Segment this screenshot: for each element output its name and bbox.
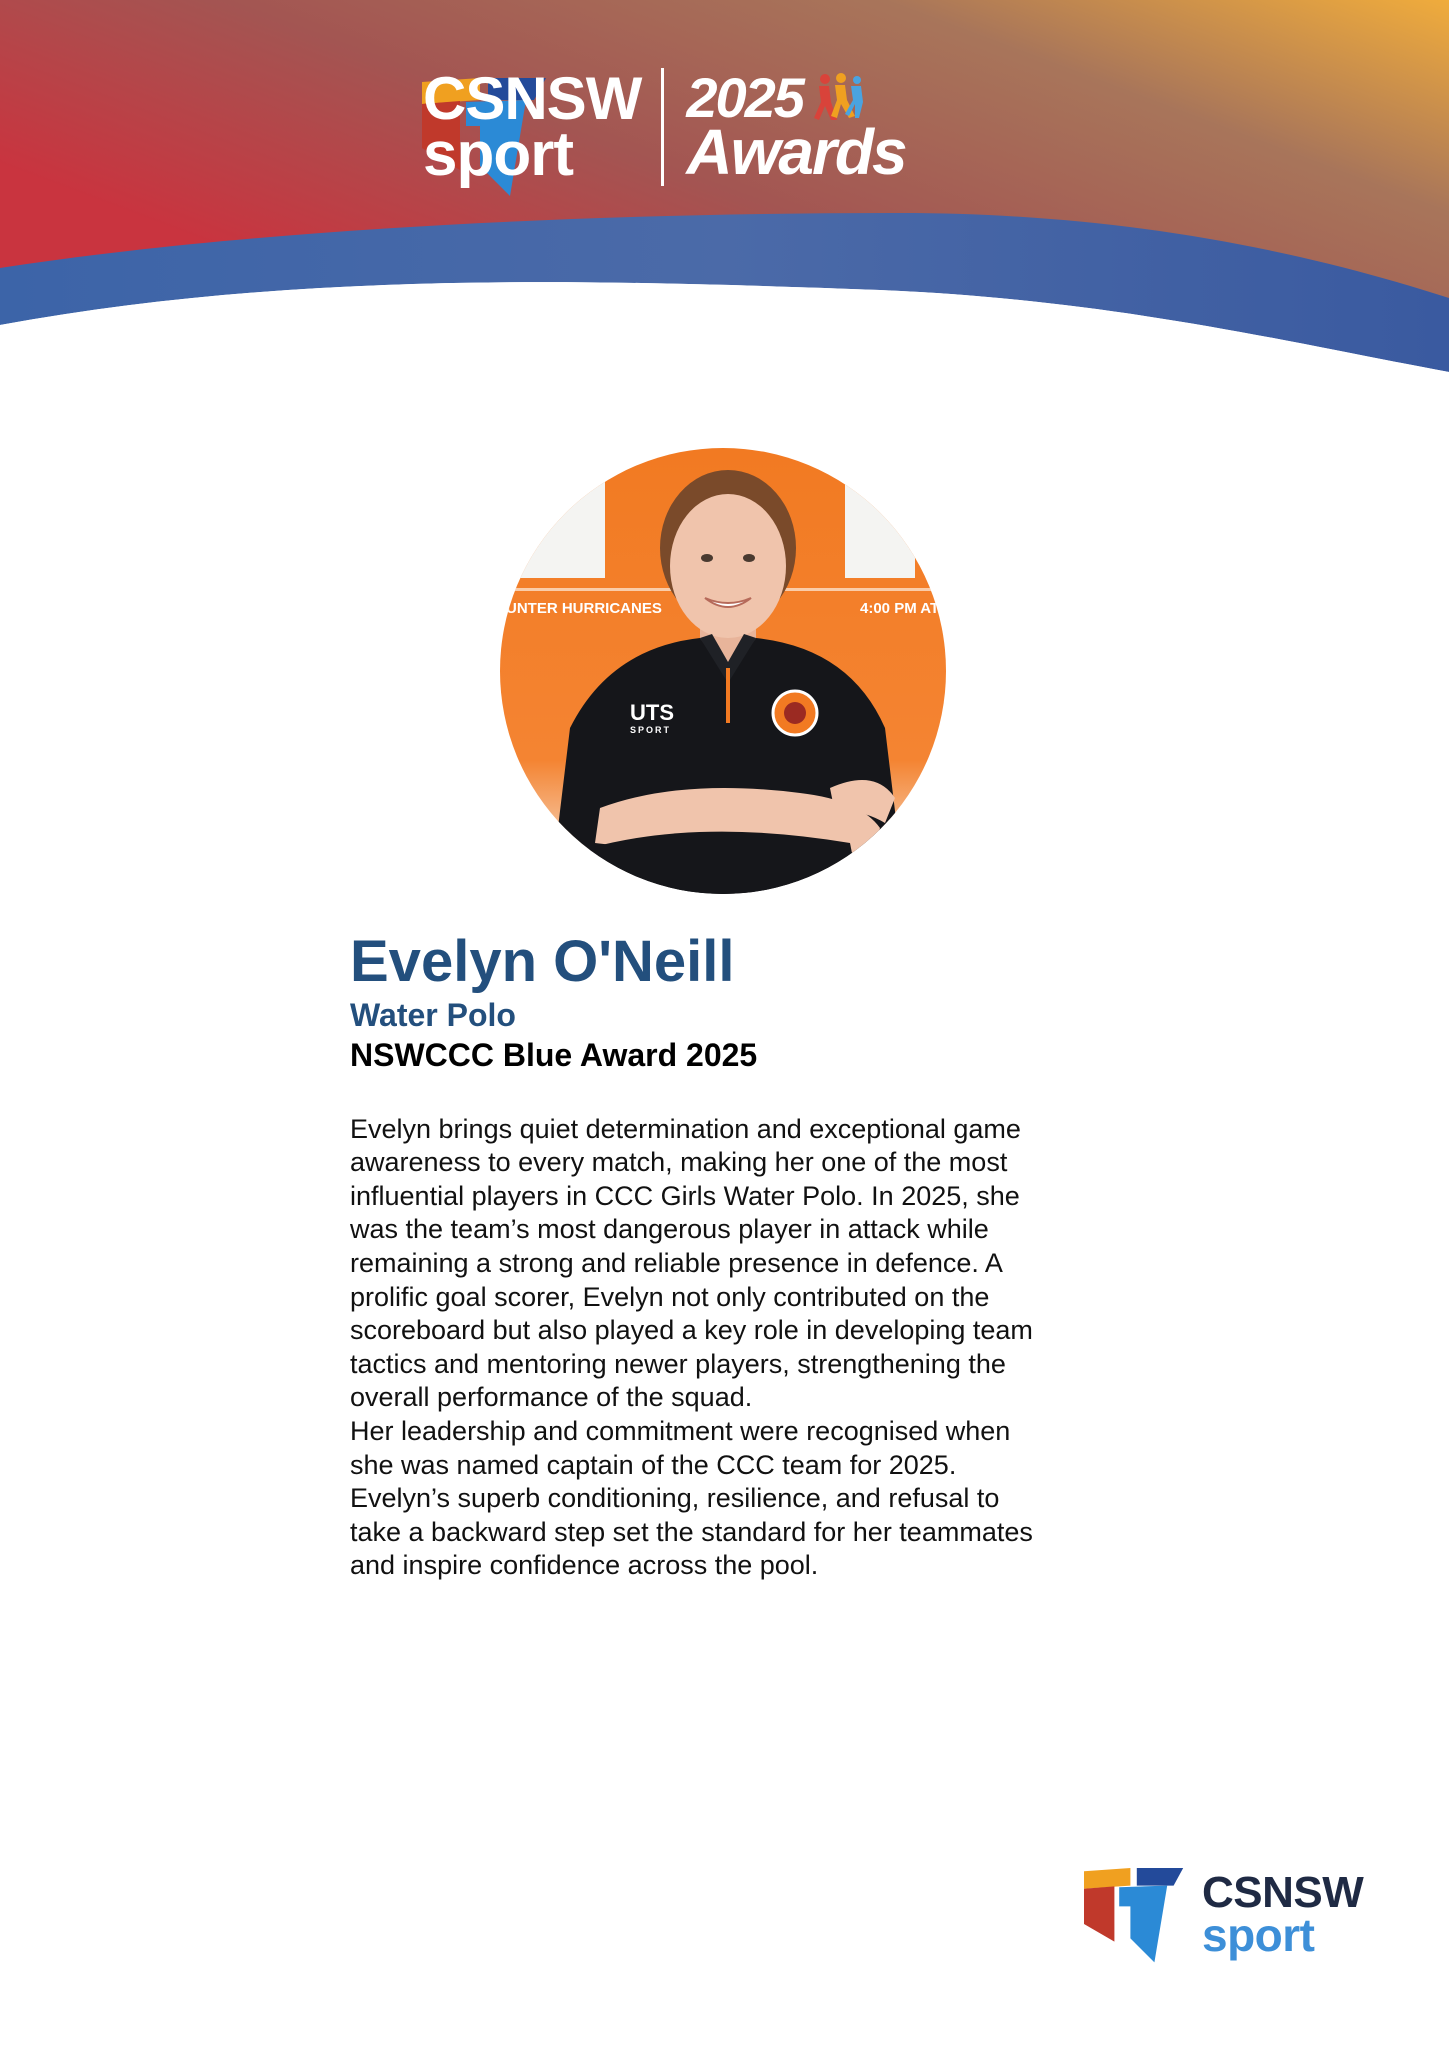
athlete-sport: Water Polo <box>350 996 516 1033</box>
awards-word: Awards <box>686 116 906 189</box>
shirt-logo-text: UTS <box>630 700 674 725</box>
bio-line: tactics and mentoring newer players, strengthening the <box>350 1348 1006 1379</box>
header-brand-wordmark <box>423 64 642 190</box>
athlete-bio <box>350 1113 1150 1583</box>
bio-line: overall performance of the squad. <box>350 1382 753 1413</box>
bio-line: and inspire confidence across the pool. <box>350 1550 819 1581</box>
portrait-banner-right: 4:00 PM AT <box>860 600 940 617</box>
portrait-banner-left: UNTER HURRICANES <box>506 600 662 617</box>
awards-wordmark <box>686 66 906 189</box>
bio-line: was the team’s most dangerous player in attack while <box>350 1214 989 1245</box>
footer-csnsw-logo-icon <box>1083 1868 1185 1964</box>
awards-year: 2025 <box>686 66 803 129</box>
bio-line: Evelyn brings quiet determination and exceptional game <box>350 1113 1021 1144</box>
footer-brand-line1: CSNSW <box>1202 1868 1364 1917</box>
bio-line: Evelyn’s superb conditioning, resilience, and refusal to <box>350 1483 1000 1514</box>
award-title: NSWCCC Blue Award 2025 <box>350 1037 758 1074</box>
bio-line: awareness to every match, making her one of the most <box>350 1147 1008 1178</box>
header-divider <box>661 68 664 186</box>
bio-line: prolific goal scorer, Evelyn not only contributed on the <box>350 1281 990 1312</box>
header-wave-background <box>0 0 1449 380</box>
bio-line: take a backward step set the standard for her teammates <box>350 1516 1033 1547</box>
bio-line: Her leadership and commitment were recognised when <box>350 1415 1011 1446</box>
bio-line: influential players in CCC Girls Water Polo. In 2025, she <box>350 1180 1020 1211</box>
athlete-portrait <box>500 448 946 894</box>
footer-brand-wordmark <box>1202 1868 1364 1961</box>
header-brand-line1: CSNSW <box>423 64 642 132</box>
shirt-logo-subtext: SPORT <box>630 725 672 735</box>
bio-line: scoreboard but also played a key role in developing team <box>350 1315 1033 1346</box>
athlete-name: Evelyn O'Neill <box>350 929 735 994</box>
header-brand-line2: sport <box>423 120 573 190</box>
bio-line: she was named captain of the CCC team for 2025. <box>350 1449 957 1480</box>
header-brand <box>423 64 906 190</box>
bio-line: remaining a strong and reliable presence in defence. A <box>350 1247 1003 1278</box>
header-banner <box>0 0 1449 380</box>
portrait-image <box>500 448 946 894</box>
profile-section <box>350 930 1150 1583</box>
footer-brand-line2: sport <box>1202 1908 1315 1961</box>
